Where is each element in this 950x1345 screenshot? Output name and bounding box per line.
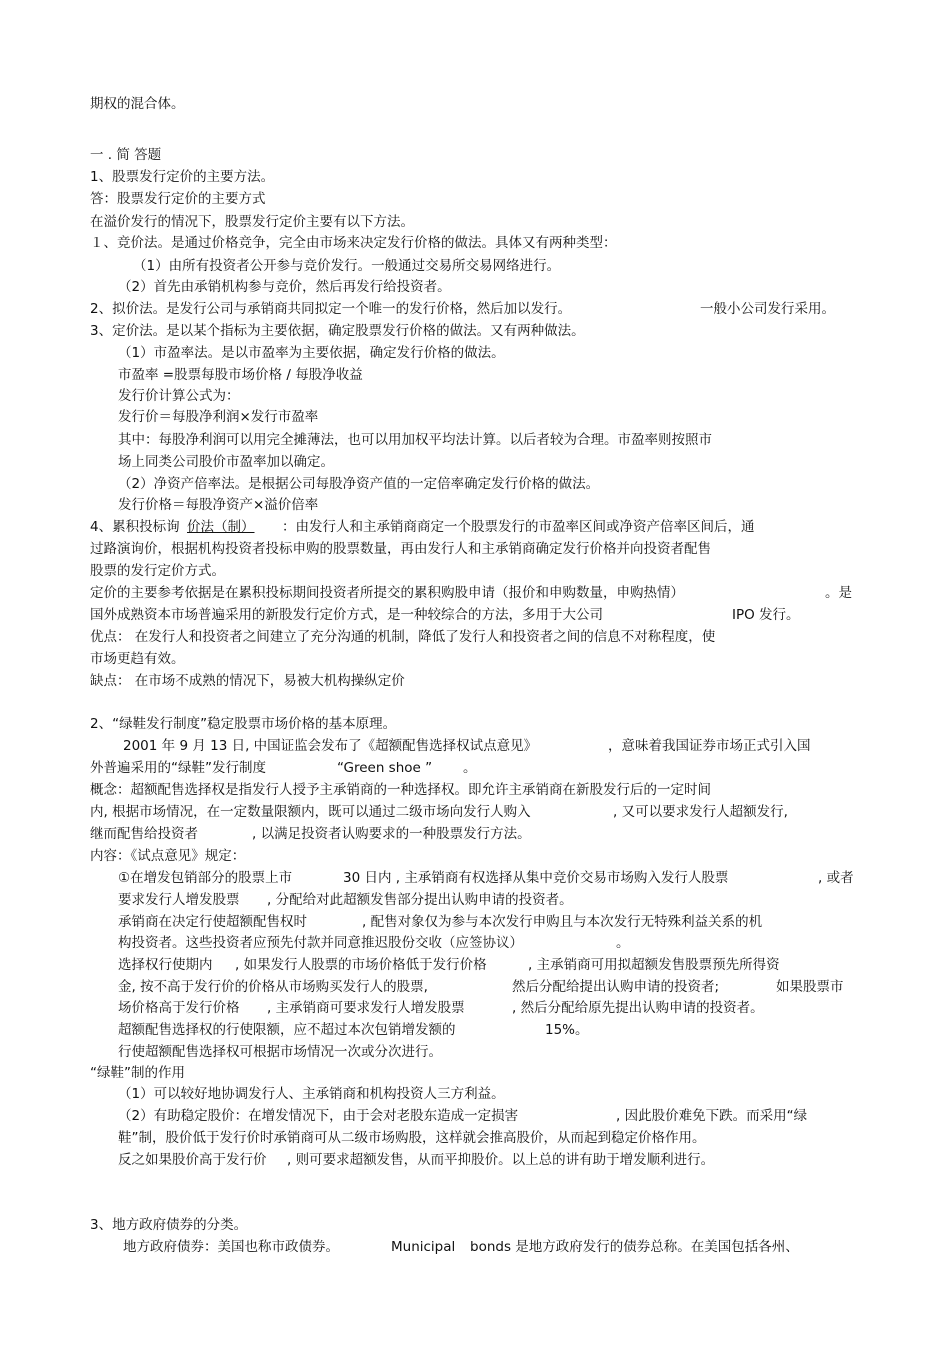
text-line: 然后分配给提出认购申请的投资者; — [512, 979, 720, 995]
text-line: （2）首先由承销机构参与竞价，然后再发行给投资者。 — [118, 279, 451, 295]
text-line: 继而配售给投资者 — [90, 826, 198, 842]
text-line: 。是 — [825, 585, 852, 601]
text-line: , 又可以要求发行人超额发行, — [613, 804, 788, 820]
text-line: 地方政府债券：美国也称市政债券。 — [123, 1239, 339, 1255]
text-line: 承销商在决定行使超额配售权时 — [118, 914, 307, 930]
text-line: , 然后分配给原先提出认购申请的投资者。 — [512, 1000, 764, 1016]
text-line: , 主承销商可要求发行人增发股票 — [267, 1000, 465, 1016]
text-line: 内, 根据市场情况，在一定数量限额内，既可以通过二级市场向发行人购入 — [90, 804, 531, 820]
text-line: ，意味着我国证券市场正式引入国 — [608, 738, 811, 754]
text-line: 。 — [463, 760, 477, 776]
text-line: , 主承销商可用拟超额发售股票预先所得资 — [528, 957, 780, 973]
text-line: 内容：《试点意见》规定： — [90, 848, 246, 864]
text-line: 外普遍采用的“绿鞋”发行制度 — [90, 760, 266, 776]
text-line: 股票的发行定价方式。 — [90, 563, 225, 579]
text-line: （1）可以较好地协调发行人、主承销商和机构投资人三方利益。 — [118, 1086, 505, 1102]
text-line: 在溢价发行的情况下，股票发行定价主要有以下方法。 — [90, 214, 414, 230]
section-heading: 一 . 简 答题 — [90, 147, 162, 163]
underlined-term: 价法（制） — [187, 519, 255, 535]
text-line: , 配售对象仅为参与本次发行申购且与本次发行无特殊利益关系的机 — [362, 914, 763, 930]
formula-line: 发行价格＝每股净资产×溢价倍率 — [118, 497, 319, 513]
text-line: （2）净资产倍率法。是根据公司每股净资产值的一定倍率确定发行价格的做法。 — [118, 476, 600, 492]
text-line: 过路演询价，根据机构投资者投标申购的股票数量，再由发行人和主承销商确定发行价格并向投资者配售 — [90, 541, 711, 557]
text-line: 15%。 — [545, 1022, 589, 1038]
text-line: , 因此股价难免下跌。而采用“绿 — [616, 1108, 808, 1124]
formula-line: 市盈率 =股票每股市场价格 / 每股净收益 — [118, 367, 363, 383]
text-line: 3、定价法。是以某个指标为主要依据，确定股票发行价格的做法。又有两种做法。 — [90, 323, 585, 339]
text-line: ：由发行人和主承销商商定一个股票发行的市盈率区间或净资产倍率区间后，通 — [282, 519, 755, 535]
text-line: 2、拟价法。是发行公司与承销商共同拟定一个唯一的发行价格，然后加以发行。 — [90, 301, 572, 317]
text-line: 优点： 在发行人和投资者之间建立了充分沟通的机制，降低了发行人和投资者之间的信息不对称程度，使 — [90, 629, 716, 645]
formula-line: 发行价＝每股净利润×发行市盈率 — [118, 409, 319, 425]
question-heading: 1、股票发行定价的主要方法。 — [90, 169, 275, 185]
text-line: 反之如果股价高于发行价 — [118, 1152, 267, 1168]
text-line: , 以满足投资者认购要求的一种股票发行方法。 — [252, 826, 531, 842]
text-line: 场上同类公司股价市盈率加以确定。 — [118, 454, 334, 470]
text-line: 2001 年 9 月 13 日, 中国证监会发布了《超额配售选择权试点意见》 — [123, 738, 538, 754]
text-line: 要求发行人增发股票 — [118, 892, 240, 908]
question-heading: 3、地方政府债券的分类。 — [90, 1217, 248, 1233]
sub-heading: “绿鞋”制的作用 — [90, 1065, 185, 1081]
text-line: 一般小公司发行采用。 — [700, 301, 835, 317]
text-line: 其中：每股净利润可以用完全摊薄法，也可以用加权平均法计算。以后者较为合理。市盈率则按照市 — [118, 432, 712, 448]
text-line: 市场更趋有效。 — [90, 651, 185, 667]
text-line: 鞋”制，股价低于发行价时承销商可从二级市场购股，这样就会推高股价，从而起到稳定价格作用。 — [118, 1130, 706, 1146]
text-line: （2）有助稳定股价：在增发情况下，由于会对老股东造成一定损害 — [118, 1108, 519, 1124]
text-line: 构投资者。这些投资者应预先付款并同意推迟股份交收（应签协议） — [118, 935, 523, 951]
text-line: , 则可要求超额发售，从而平抑股价。以上总的讲有助于增发顺利进行。 — [287, 1152, 715, 1168]
text-line: 行使超额配售选择权可根据市场情况一次或分次进行。 — [118, 1044, 442, 1060]
text-line: 期权的混合体。 — [90, 96, 185, 112]
text-line: 国外成熟资本市场普遍采用的新股发行定价方式，是一种较综合的方法，多用于大公司 — [90, 607, 603, 623]
text-line: 4、累积投标询 — [90, 519, 180, 535]
text-line: , 如果发行人股票的市场价格低于发行价格 — [235, 957, 487, 973]
text-line: 缺点： 在市场不成熟的情况下，易被大机构操纵定价 — [90, 673, 405, 689]
text-line: （1）由所有投资者公开参与竞价发行。一般通过交易所交易网络进行。 — [133, 258, 561, 274]
text-line: 。 — [616, 935, 630, 951]
text-line: , 分配给对此超额发售部分提出认购申请的投资者。 — [267, 892, 573, 908]
text-line: , 或者 — [818, 870, 854, 886]
text-line: 30 日内 , 主承销商有权选择从集中竞价交易市场购入发行人股票 — [343, 870, 729, 886]
text-line: 选择权行使期内 — [118, 957, 213, 973]
text-line: “Green shoe ” — [337, 760, 433, 776]
text-line: （1）市盈率法。是以市盈率为主要依据，确定发行价格的做法。 — [118, 345, 505, 361]
text-line: 发行价计算公式为： — [118, 388, 240, 404]
text-line: 金, 按不高于发行价的价格从市场购买发行人的股票, — [118, 979, 428, 995]
text-line: ①在增发包销部分的股票上市 — [118, 870, 293, 886]
text-line: Municipal — [391, 1239, 456, 1255]
text-line: 答：股票发行定价的主要方式 — [90, 191, 266, 207]
question-heading: 2、“绿鞋发行制度”稳定股票市场价格的基本原理。 — [90, 716, 397, 732]
text-line: 概念：超额配售选择权是指发行人授予主承销商的一种选择权。即允许主承销商在新股发行后的一定时间 — [90, 782, 711, 798]
text-line: IPO 发行。 — [732, 607, 800, 623]
text-line: 定价的主要参考依据是在累积投标期间投资者所提交的累积购股申请（报价和申购数量，申购热情） — [90, 585, 684, 601]
text-line: bonds 是地方政府发行的债券总称。在美国包括各州、 — [470, 1239, 799, 1255]
text-line: 场价格高于发行价格 — [118, 1000, 240, 1016]
text-line: 如果股票市 — [776, 979, 844, 995]
text-line: １、竞价法。是通过价格竞争，完全由市场来决定发行价格的做法。具体又有两种类型： — [90, 235, 617, 251]
text-line: 超额配售选择权的行使限额，应不超过本次包销增发额的 — [118, 1022, 456, 1038]
